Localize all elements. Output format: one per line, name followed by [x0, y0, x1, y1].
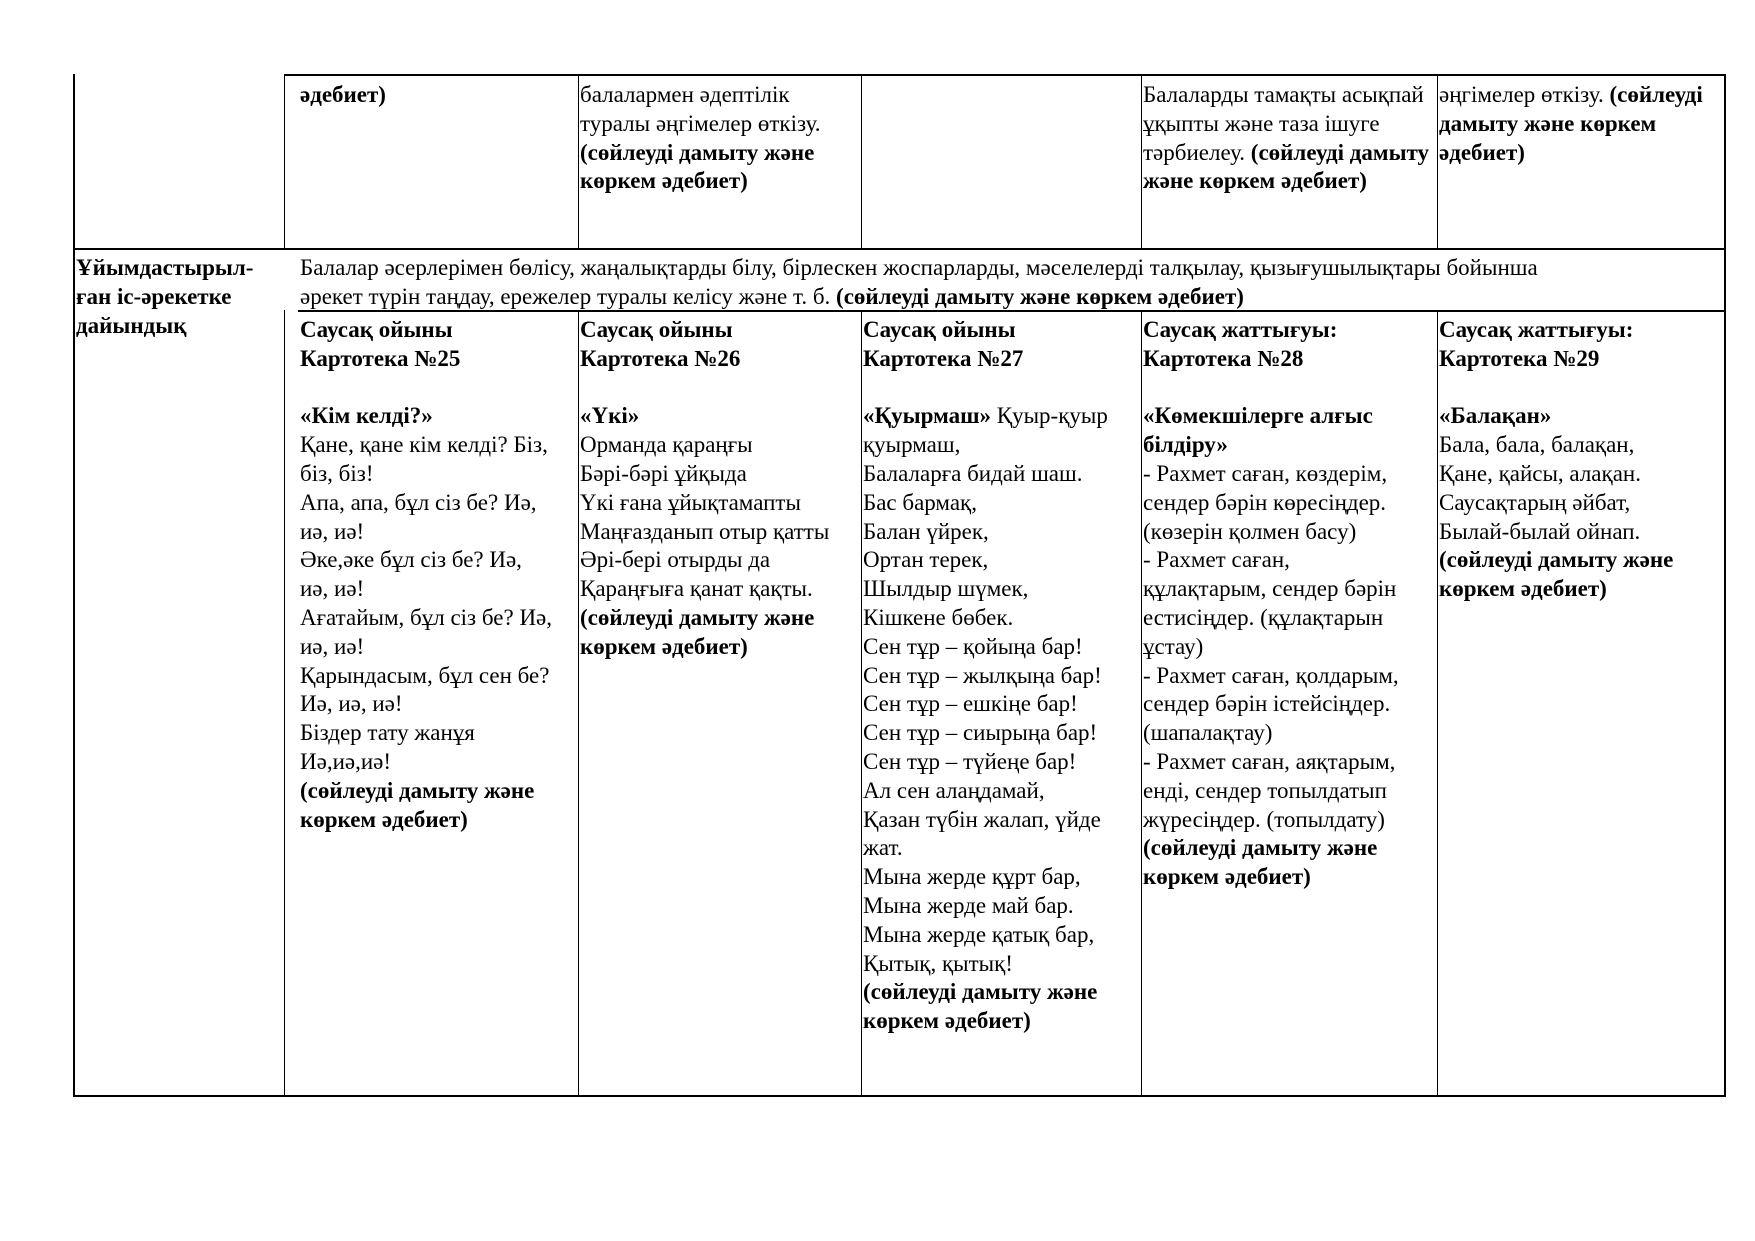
body-text: Кішкене бөбек. — [863, 604, 1014, 630]
col-divider-2 — [578, 74, 579, 249]
text-line — [863, 345, 1140, 374]
body-text: Біздер тату жанұя — [300, 720, 475, 746]
text-line — [863, 460, 1140, 489]
text-line — [863, 316, 1140, 345]
body-text: (шапалақтау) — [1143, 720, 1273, 746]
text-line — [580, 431, 860, 460]
top-row-cell-1 — [300, 81, 575, 110]
bold-text: Картотека №25 — [300, 345, 461, 371]
text-line — [1439, 431, 1723, 460]
finger-exercise-card-28 — [1143, 316, 1436, 892]
text-line — [300, 345, 577, 374]
text-line — [580, 546, 860, 575]
text-line — [1439, 81, 1723, 110]
body-text: туралы әңгімелер өткізу. — [580, 110, 821, 136]
text-line — [300, 604, 577, 633]
row-label — [76, 254, 282, 340]
bold-text: әдебиет) — [300, 82, 386, 107]
body-text: Сен тұр – ешкіңе бар! — [863, 691, 1078, 717]
bold-text: әдебиет) — [1439, 139, 1525, 165]
text-line — [1143, 316, 1436, 345]
body-text: Сен тұр – түйеңе бар! — [863, 748, 1077, 774]
text-line — [300, 283, 1722, 312]
text-line — [1143, 110, 1436, 139]
text-line — [863, 633, 1140, 662]
body-text: сендер бәрін көресіңдер. — [1143, 489, 1387, 515]
text-line — [76, 312, 282, 341]
text-line — [1143, 431, 1436, 460]
body-text: Бәрі-бәрі ұйқыда — [580, 460, 747, 486]
body-text: біз, біз! — [300, 460, 374, 486]
body-text: Маңғазданып отыр қатты — [580, 518, 830, 544]
text-line — [1143, 81, 1436, 110]
finger-game-card-25 — [300, 316, 577, 834]
bold-text: «Балақан» — [1439, 403, 1552, 429]
bold-text: (сөйлеуді дамыту және — [1439, 547, 1674, 573]
bold-text: көркем әдебиет) — [300, 806, 468, 832]
body-text: Ағатайым, бұл сіз бе? Иә, — [300, 604, 553, 630]
bold-text: Ұйымдастырыл- — [76, 255, 254, 280]
text-line — [1439, 575, 1723, 604]
bold-text: көркем әдебиет) — [580, 168, 748, 194]
col-divider-4 — [1141, 310, 1142, 1096]
text-line — [1143, 777, 1436, 806]
body-text: Ал сен алаңдамай, — [863, 777, 1045, 803]
bold-text: көркем әдебиет) — [580, 633, 748, 659]
text-line — [300, 575, 577, 604]
body-text: Балан үйрек, — [863, 518, 989, 544]
body-text: - Рахмет саған, аяқтарым, — [1143, 748, 1396, 774]
body-text: (көзерін қолмен басу) — [1143, 518, 1357, 544]
body-text: иә, иә! — [300, 518, 365, 544]
bold-text: (сөйлеуді дамыту және көркем әдебиет) — [836, 283, 1244, 309]
bold-text: көркем әдебиет) — [1143, 864, 1311, 890]
text-line — [1143, 662, 1436, 691]
body-text: Саусақтарың әйбат, — [1439, 489, 1631, 515]
body-text: Қане, қане кім келді? Біз, — [300, 432, 548, 458]
text-line — [1439, 518, 1723, 547]
text-line — [300, 719, 577, 748]
text-line — [580, 81, 859, 110]
body-text: Қарындасым, бұл сен бе? — [300, 662, 550, 688]
text-line — [1143, 834, 1436, 863]
body-text: иә, иә! — [300, 633, 365, 659]
body-text: ұстау) — [1143, 633, 1204, 659]
text-line — [863, 834, 1140, 863]
bold-text: Саусақ жаттығуы: — [1439, 317, 1634, 342]
bold-text: дайындық — [76, 312, 187, 338]
text-line — [1143, 633, 1436, 662]
text-line — [76, 254, 282, 283]
text-line — [580, 316, 860, 345]
text-line — [300, 374, 577, 403]
text-line — [863, 921, 1140, 950]
text-line — [300, 81, 575, 110]
bold-text: «Көмекшілерге алғыс — [1143, 403, 1373, 429]
bold-text: (сөйлеуді дамыту және — [1143, 835, 1378, 861]
text-line — [580, 604, 860, 633]
text-line — [1143, 719, 1436, 748]
text-line — [580, 374, 860, 403]
bold-text: (сөйлеуді дамыту және — [863, 979, 1098, 1005]
body-text: тәрбиелеу. — [1143, 139, 1251, 165]
bold-text: (сөйлеуді дамыту және — [580, 604, 815, 630]
text-line — [1439, 546, 1723, 575]
text-line — [1143, 690, 1436, 719]
text-line — [863, 748, 1140, 777]
table-border-right — [1724, 74, 1726, 1097]
text-line — [1143, 374, 1436, 403]
text-line — [580, 460, 860, 489]
text-line — [863, 690, 1140, 719]
text-line — [863, 518, 1140, 547]
body-text: Сен тұр – сиырыңа бар! — [863, 720, 1098, 746]
body-text: Қараңғыға қанат қақты. — [580, 576, 813, 602]
text-line — [300, 316, 577, 345]
text-line — [1439, 402, 1723, 431]
text-line — [863, 863, 1140, 892]
text-line — [1143, 518, 1436, 547]
body-text: Апа, апа, бұл сіз бе? Иә, — [300, 489, 537, 515]
text-line — [1143, 604, 1436, 633]
text-line — [863, 575, 1140, 604]
bold-text: Картотека №28 — [1143, 345, 1304, 371]
bold-text: «Үкі» — [580, 403, 640, 429]
body-text: ұқыпты және таза ішуге — [1143, 110, 1380, 136]
body-text: Орманда қараңғы — [580, 432, 753, 458]
text-line — [1143, 546, 1436, 575]
text-line — [863, 489, 1140, 518]
bold-text: Саусақ жаттығуы: — [1143, 317, 1338, 342]
body-text: - Рахмет саған, — [1143, 547, 1290, 573]
text-line — [863, 662, 1140, 691]
body-text: Мына жерде қатық бар, — [863, 921, 1095, 947]
col-divider-5 — [1437, 74, 1438, 249]
text-line — [863, 978, 1140, 1007]
body-text: Қуыр-қуыр — [991, 403, 1108, 429]
body-text: Қазан түбін жалап, үйде — [863, 806, 1101, 832]
table-border-bottom — [73, 1095, 1726, 1097]
text-line — [863, 402, 1140, 431]
text-line — [863, 777, 1140, 806]
text-line — [1143, 489, 1436, 518]
body-text: Мына жерде құрт бар, — [863, 864, 1081, 890]
body-text: Қане, қайсы, алақан. — [1439, 460, 1641, 486]
body-text: Балаларды тамақты асықпай — [1143, 82, 1424, 107]
bold-text: (сөйлеуді дамыту және — [580, 139, 815, 165]
bold-text: көркем әдебиет) — [1439, 576, 1607, 602]
body-text: құлақтарым, сендер бәрін — [1143, 576, 1397, 602]
finger-game-card-27 — [863, 316, 1140, 1036]
text-line — [1439, 345, 1723, 374]
body-text: әрекет түрін таңдау, ережелер туралы келісу және т. б. — [300, 283, 837, 309]
text-line — [76, 283, 282, 312]
bold-text: (сөйлеуді дамыту және — [300, 777, 535, 803]
body-text: Сен тұр – жылқыңа бар! — [863, 662, 1102, 688]
text-line — [300, 489, 577, 518]
text-line — [863, 546, 1140, 575]
bold-text: Саусақ ойыны — [580, 317, 733, 342]
bold-text: Картотека №27 — [863, 345, 1024, 371]
text-line — [1143, 402, 1436, 431]
body-text: иә, иә! — [300, 576, 365, 602]
body-text: енді, сендер топылдатып — [1143, 777, 1387, 803]
text-line — [300, 690, 577, 719]
text-line — [863, 950, 1140, 979]
body-text: Үкі ғана ұйықтамапты — [580, 489, 801, 515]
bold-text: дамыту және көркем — [1439, 110, 1657, 136]
body-text: жат. — [863, 835, 903, 861]
finger-game-card-26 — [580, 316, 860, 662]
body-text: естисіңдер. (құлақтарын — [1143, 604, 1384, 630]
bold-text: Картотека №29 — [1439, 345, 1600, 371]
text-line — [1143, 167, 1436, 196]
top-row-cell-4 — [1143, 81, 1436, 196]
body-text: Иә, иә, иә! — [300, 691, 403, 717]
text-line — [863, 604, 1140, 633]
bold-text: Саусақ ойыны — [863, 317, 1016, 342]
top-row-cell-5 — [1439, 81, 1723, 167]
bold-text: білдіру» — [1143, 432, 1228, 458]
body-text: Әрі-бері отырды да — [580, 547, 771, 573]
bold-text: ған іс-әрекетке — [76, 283, 232, 309]
body-text: әңгімелер өткізу. — [1439, 82, 1610, 107]
text-line — [863, 719, 1140, 748]
body-text: Әке,әке бұл сіз бе? Иә, — [300, 547, 522, 573]
body-text: Балаларға бидай шаш. — [863, 460, 1083, 486]
text-line — [1439, 110, 1723, 139]
text-line — [1143, 139, 1436, 168]
bold-text: (сөйлеуді дамыту — [1250, 139, 1430, 165]
col-divider-3 — [861, 310, 862, 1096]
table-border-left — [73, 74, 75, 1097]
bold-text: және көркем әдебиет) — [1143, 168, 1367, 194]
text-line — [300, 748, 577, 777]
finger-exercise-card-29 — [1439, 316, 1723, 604]
text-line — [1439, 139, 1723, 168]
text-line — [300, 662, 577, 691]
text-line — [580, 518, 860, 547]
text-line — [580, 633, 860, 662]
text-line — [300, 806, 577, 835]
body-text: жүресіңдер. (топылдату) — [1143, 806, 1385, 832]
text-line — [1143, 863, 1436, 892]
body-text: Бала, бала, балақан, — [1439, 432, 1635, 458]
text-line — [863, 374, 1140, 403]
text-line — [1143, 575, 1436, 604]
text-line — [863, 806, 1140, 835]
text-line — [1143, 345, 1436, 374]
body-text: балалармен әдептілік — [580, 82, 790, 107]
text-line — [1439, 374, 1723, 403]
body-text: Шылдыр шүмек, — [863, 576, 1029, 602]
body-text: Сен тұр – қойыңа бар! — [863, 633, 1083, 659]
text-line — [1439, 316, 1723, 345]
col-divider-2 — [578, 310, 579, 1096]
bold-text: көркем әдебиет) — [863, 1008, 1031, 1034]
col-divider-5 — [1437, 310, 1438, 1096]
bold-text: Картотека №26 — [580, 345, 741, 371]
text-line — [1143, 460, 1436, 489]
text-line — [300, 777, 577, 806]
text-line — [1439, 460, 1723, 489]
body-text: - Рахмет саған, көздерім, — [1143, 460, 1388, 486]
text-line — [863, 892, 1140, 921]
text-line — [863, 1007, 1140, 1036]
body-text: Балалар әсерлерімен бөлісу, жаңалықтарды білу, бірлескен жоспарларды, мәселелерді талқылау, қызығушылықтары бойынша — [300, 255, 1538, 280]
body-text: Бас бармақ, — [863, 489, 977, 515]
row-divider — [73, 248, 1726, 250]
body-text: Мына жерде май бар. — [863, 892, 1074, 918]
text-line — [580, 575, 860, 604]
text-line — [580, 345, 860, 374]
text-line — [1143, 806, 1436, 835]
body-text: сендер бәрін істейсіңдер. — [1143, 691, 1391, 717]
col-divider-4 — [1141, 74, 1142, 249]
text-line — [300, 546, 577, 575]
text-line — [300, 518, 577, 547]
text-line — [580, 489, 860, 518]
text-line — [863, 431, 1140, 460]
bold-text: Саусақ ойыны — [300, 317, 453, 342]
text-line — [300, 460, 577, 489]
bold-text: (сөйлеуді — [1609, 82, 1703, 107]
col-divider-label — [284, 310, 285, 1096]
top-row-cell-2 — [580, 81, 859, 196]
merged-row-text — [300, 254, 1722, 312]
text-line — [580, 167, 859, 196]
bold-text: «Кім келді?» — [300, 403, 433, 429]
text-line — [1143, 748, 1436, 777]
table-border-top — [285, 74, 1726, 76]
col-divider-3 — [861, 74, 862, 249]
body-text: Қытық, қытық! — [863, 950, 1013, 976]
text-line — [580, 139, 859, 168]
text-line — [300, 633, 577, 662]
text-line — [300, 431, 577, 460]
body-text: - Рахмет саған, қолдарым, — [1143, 662, 1399, 688]
bold-text: «Қуырмаш» — [863, 403, 992, 429]
body-text: Ортан терек, — [863, 547, 989, 573]
body-text: Былай-былай ойнап. — [1439, 518, 1641, 544]
col-divider-label — [284, 74, 285, 249]
text-line — [580, 402, 860, 431]
text-line — [300, 402, 577, 431]
text-line — [580, 110, 859, 139]
text-line — [300, 254, 1722, 283]
body-text: қуырмаш, — [863, 432, 961, 458]
body-text: Иә,иә,иә! — [300, 748, 392, 774]
text-line — [1439, 489, 1723, 518]
